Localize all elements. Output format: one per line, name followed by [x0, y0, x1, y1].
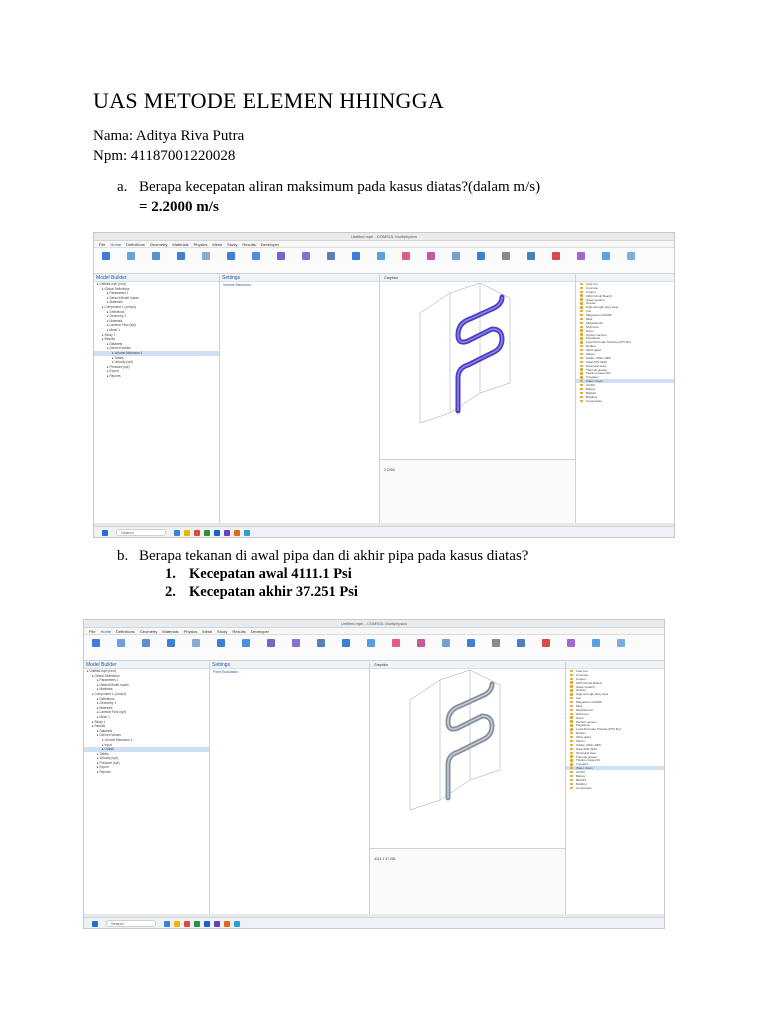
menu-item[interactable]: Materials [172, 242, 189, 247]
answer-b-2-num: 2. [165, 584, 176, 600]
tree-node[interactable]: ▸ Derived Values [107, 346, 131, 351]
tree-node[interactable]: ▸ Reports [97, 770, 111, 775]
add-material-header [566, 662, 665, 669]
material-list [566, 669, 665, 790]
add-material-pane [576, 275, 675, 523]
windows-start-icon[interactable] [102, 530, 108, 536]
graphics-tab[interactable]: Graphics [384, 276, 399, 280]
material-item[interactable]: AC/DC [576, 383, 675, 387]
ribbon-tool-icon[interactable] [127, 252, 135, 260]
taskbar-app-icon[interactable] [184, 530, 190, 536]
menu-item[interactable]: Developer [250, 629, 269, 634]
tree-node[interactable]: ▸ Velocity (spf) [112, 360, 133, 365]
taskbar-app-icon[interactable] [234, 921, 240, 927]
material-item[interactable]: Composites [576, 399, 675, 403]
material-item[interactable]: Mica [576, 317, 675, 321]
menu-item[interactable]: File [99, 242, 106, 247]
tree-node[interactable]: ▸ Export [107, 369, 119, 374]
tree-node[interactable]: ▸ Output [84, 747, 209, 752]
taskbar-app-icon[interactable] [194, 921, 200, 927]
model-tree [84, 669, 209, 775]
answer-b-2 [165, 584, 358, 601]
window-title: Untitled.mph - COMSOL Multiphysics [340, 621, 408, 626]
tree-node[interactable]: ▸ Volume Maximum 1 [94, 351, 219, 356]
taskbar-app-icon[interactable] [204, 530, 210, 536]
material-item[interactable]: Magnesium AZ31B [576, 313, 675, 317]
material-item[interactable]: Magnesium AZ31B [566, 700, 665, 704]
ribbon-tool-icon[interactable] [627, 252, 635, 260]
material-item[interactable]: Biofluid [566, 778, 665, 782]
material-item[interactable]: Water, liquid [566, 766, 665, 770]
tree-node[interactable]: ▸ Laminar Flow (spf) [97, 710, 126, 715]
material-item[interactable]: Granite [576, 301, 675, 305]
ribbon-tool-icon[interactable] [152, 252, 160, 260]
pipe-geometry-graphic[interactable] [370, 670, 566, 820]
material-item[interactable]: Granite [566, 688, 665, 692]
material-item[interactable]: Solder, 60Sn-40Pb [566, 743, 665, 747]
ribbon-tool-icon[interactable] [367, 639, 375, 647]
answer-b-1-text: Kecepatan awal 4111.1 Psi [189, 566, 352, 582]
result-value: 4111.1 37.251 [374, 857, 396, 862]
menu-item[interactable]: Developer [260, 242, 279, 247]
menu-item[interactable]: Study [227, 242, 238, 247]
taskbar-app-icon[interactable] [194, 530, 200, 536]
tree-node[interactable]: ▸ Mesh 1 [107, 327, 120, 332]
comsol-screenshot-velocity [93, 232, 675, 538]
menu-item[interactable]: Study [217, 629, 228, 634]
material-item[interactable]: FR4 (Circuit Board) [566, 681, 665, 685]
taskbar-app-icon[interactable] [164, 921, 170, 927]
ribbon-tool-icon[interactable] [452, 252, 460, 260]
material-item[interactable]: Building [566, 782, 665, 786]
tree-node[interactable]: ▸ Study 1 [92, 719, 106, 724]
material-item[interactable]: Nichrome [566, 712, 665, 716]
answer-b-1-num: 1. [165, 566, 176, 582]
taskbar-app-icon[interactable] [214, 921, 220, 927]
messages-panel [380, 459, 575, 523]
ribbon-tool-icon[interactable] [617, 639, 625, 647]
material-item[interactable]: Concrete [566, 673, 665, 677]
menu-bar [94, 241, 674, 248]
menu-item[interactable]: Results [242, 242, 256, 247]
tree-node[interactable]: ▸ Velocity (spf) [97, 756, 118, 761]
material-item[interactable]: Molybdenum [566, 708, 665, 712]
windows-start-icon[interactable] [92, 921, 98, 927]
ribbon-tool-icon[interactable] [192, 639, 200, 647]
settings-pane [210, 662, 370, 914]
material-item[interactable]: Steel AISI 4340 [576, 360, 675, 364]
document-title: UAS METODE ELEMEN HHINGGA [93, 88, 445, 113]
menu-item[interactable]: Home [100, 629, 112, 634]
menu-item[interactable]: Geometry [139, 629, 158, 634]
material-item[interactable]: Silicon [566, 739, 665, 743]
taskbar [94, 526, 674, 537]
taskbar-app-icon[interactable] [234, 530, 240, 536]
question-a-text: Berapa kecepatan aliran maksimum pada kasus diatas?(dalam m/s) [139, 179, 541, 195]
taskbar-app-icon[interactable] [224, 921, 230, 927]
material-item[interactable]: Structural steel [566, 751, 665, 755]
tree-node[interactable]: ▸ Input [102, 742, 112, 747]
ribbon-tool-icon[interactable] [392, 639, 400, 647]
answer-a: = 2.2000 m/s [139, 199, 219, 215]
material-item[interactable]: Structural steel [576, 364, 675, 368]
taskbar-search[interactable]: Search [106, 920, 156, 927]
question-b [117, 548, 528, 565]
material-item[interactable]: Battery [576, 387, 675, 391]
ribbon-tool-icon[interactable] [242, 639, 250, 647]
tree-node[interactable]: ▸ Pressure (spf) [97, 760, 120, 765]
ribbon-tool-icon[interactable] [527, 252, 535, 260]
pipe-geometry-graphic[interactable] [380, 283, 576, 433]
menu-item[interactable]: File [89, 629, 96, 634]
ribbon-tool-icon[interactable] [552, 252, 560, 260]
material-item[interactable]: Nichrome [576, 325, 675, 329]
tree-node[interactable]: ▸ Untitled.mph (root) [87, 669, 116, 673]
settings-header: Settings [220, 275, 379, 282]
taskbar-app-icon[interactable] [224, 530, 230, 536]
material-item[interactable]: AC/DC [566, 770, 665, 774]
tree-node[interactable]: ▸ Materials [97, 705, 113, 710]
ribbon-tool-icon[interactable] [352, 252, 360, 260]
question-a [117, 179, 540, 196]
ribbon-tool-icon[interactable] [317, 639, 325, 647]
question-a-label: a. [117, 179, 128, 195]
ribbon-tool-icon[interactable] [517, 639, 525, 647]
student-npm: Npm: 41187001220028 [93, 148, 236, 164]
ribbon-tool-icon[interactable] [342, 639, 350, 647]
tree-node[interactable]: ▸ Component 1 (comp1) [92, 691, 127, 696]
taskbar-app-icon[interactable] [204, 921, 210, 927]
material-item[interactable]: Solder, 60Sn-40Pb [576, 356, 675, 360]
material-item[interactable]: Nylon [566, 716, 665, 720]
ribbon-tool-icon[interactable] [202, 252, 210, 260]
material-item[interactable]: Cast iron [576, 282, 675, 286]
ribbon-tool-icon[interactable] [467, 639, 475, 647]
material-item[interactable]: Titanium beta-21S [566, 758, 665, 762]
material-item[interactable]: High-strength alloy steel [576, 305, 675, 309]
result-value: 2.2000 [384, 467, 395, 472]
material-item[interactable]: Cast iron [566, 669, 665, 673]
model-builder-header: Model Builder [94, 275, 219, 282]
tree-node[interactable]: ▸ Laminar Flow (spf) [107, 323, 136, 328]
material-item[interactable]: Perfect vacuum [576, 333, 675, 337]
ribbon-tool-icon[interactable] [142, 639, 150, 647]
ribbon-tool-icon[interactable] [102, 252, 110, 260]
menu-item[interactable]: Definitions [116, 629, 135, 634]
tree-node[interactable]: ▸ Parameters 1 [107, 291, 129, 296]
ribbon-tool-icon[interactable] [492, 639, 500, 647]
tree-node[interactable]: ▸ Default Model Inputs [107, 295, 139, 300]
ribbon-tool-icon[interactable] [602, 252, 610, 260]
menu-item[interactable]: Physics [193, 242, 208, 247]
ribbon-tool-icon[interactable] [302, 252, 310, 260]
taskbar-search[interactable]: Search [116, 529, 166, 536]
tree-node[interactable]: ▸ Pressure (spf) [107, 364, 130, 369]
tree-node[interactable]: ▸ Reports [107, 373, 121, 378]
material-item[interactable]: FR4 (Circuit Board) [576, 294, 675, 298]
window-title: Untitled.mph - COMSOL Multiphysics [350, 234, 418, 239]
ribbon-tool-icon[interactable] [567, 639, 575, 647]
model-builder-header: Model Builder [84, 662, 209, 669]
tree-node[interactable]: ▸ Geometry 1 [107, 314, 127, 319]
material-item[interactable]: Tungsten [576, 375, 675, 379]
tree-node[interactable]: ▸ Parameters 1 [97, 678, 119, 683]
ribbon-tool-icon[interactable] [227, 252, 235, 260]
tree-node[interactable]: ▸ Study 1 [102, 332, 116, 337]
comsol-screenshot-pressure [83, 619, 665, 929]
material-item[interactable]: High-strength alloy steel [566, 692, 665, 696]
graphics-tab[interactable]: Graphics [374, 663, 389, 667]
model-builder-pane [84, 662, 210, 914]
tree-node[interactable]: ▸ Component 1 (comp1) [102, 304, 137, 309]
material-item[interactable]: Battery [566, 774, 665, 778]
tree-node[interactable]: ▸ Default Model Inputs [97, 682, 129, 687]
ribbon-tool-icon[interactable] [377, 252, 385, 260]
menu-item[interactable]: Results [232, 629, 246, 634]
graphics-window [370, 662, 566, 914]
ribbon-tool-icon[interactable] [117, 639, 125, 647]
taskbar-app-icon[interactable] [244, 530, 250, 536]
ribbon-tool-icon[interactable] [577, 252, 585, 260]
answer-b-1 [165, 566, 352, 583]
ribbon-tool-icon[interactable] [167, 639, 175, 647]
window-titlebar [84, 620, 664, 628]
tree-node[interactable]: ▸ Geometry 1 [97, 701, 117, 706]
material-item[interactable]: Building [576, 395, 675, 399]
material-item[interactable]: Nylon [576, 329, 675, 333]
material-item[interactable]: Concrete [576, 286, 675, 290]
menu-item[interactable]: Mesh [212, 242, 223, 247]
ribbon-tool-icon[interactable] [92, 639, 100, 647]
tree-node[interactable]: ▸ Tables [112, 355, 124, 360]
material-item[interactable]: Glass (quartz) [566, 685, 665, 689]
settings-subtitle: Volume Maximum [223, 283, 251, 287]
material-list [576, 282, 675, 403]
ribbon-tool-icon[interactable] [327, 252, 335, 260]
tree-node[interactable]: ▸ Volume Maximum 1 [102, 737, 133, 742]
material-item[interactable]: Titanium beta-21S [576, 371, 675, 375]
settings-subtitle: Point Evaluation [213, 670, 239, 674]
ribbon-tool-icon[interactable] [217, 639, 225, 647]
menu-bar [84, 628, 664, 635]
material-item[interactable]: Biofluid [576, 391, 675, 395]
ribbon-toolbar [94, 248, 674, 274]
material-item[interactable]: Thermal grease [566, 755, 665, 759]
material-item[interactable]: Iron [576, 309, 675, 313]
model-tree [94, 282, 219, 378]
material-item[interactable]: Tungsten [566, 762, 665, 766]
material-item[interactable]: Lead Zirconate Titanate (PZT-5H) [566, 727, 665, 731]
tree-node[interactable]: ▸ Definitions [97, 696, 115, 701]
ribbon-tool-icon[interactable] [477, 252, 485, 260]
tree-node[interactable]: ▸ Tables [97, 751, 109, 756]
material-item[interactable]: Iron [566, 696, 665, 700]
messages-panel [370, 848, 565, 914]
ribbon-tool-icon[interactable] [402, 252, 410, 260]
question-b-text: Berapa tekanan di awal pipa dan di akhir pipa pada kasus diatas? [139, 548, 529, 564]
taskbar-app-icon[interactable] [184, 921, 190, 927]
question-b-label: b. [117, 548, 129, 564]
material-item[interactable]: Rubber [566, 731, 665, 735]
material-item[interactable]: Silica glass [576, 348, 675, 352]
taskbar-app-icon[interactable] [174, 530, 180, 536]
ribbon-tool-icon[interactable] [417, 639, 425, 647]
add-material-pane [566, 662, 665, 914]
tree-node[interactable]: ▸ Global Definitions [92, 673, 120, 678]
ribbon-tool-icon[interactable] [592, 639, 600, 647]
graphics-window [380, 275, 576, 523]
material-item[interactable]: Lead Zirconate Titanate (PZT-5H) [576, 340, 675, 344]
settings-header: Settings [210, 662, 369, 669]
material-item[interactable]: Molybdenum [576, 321, 675, 325]
taskbar [84, 917, 664, 928]
tree-node[interactable]: ▸ Materials [97, 687, 113, 692]
material-item[interactable]: Silica glass [566, 735, 665, 739]
menu-item[interactable]: Geometry [149, 242, 168, 247]
material-item[interactable]: Polysilicon [566, 723, 665, 727]
tree-node[interactable]: ▸ Results [92, 724, 106, 729]
tree-node[interactable]: ▸ Export [97, 765, 109, 770]
material-item[interactable]: Copper [566, 677, 665, 681]
material-item[interactable]: Copper [576, 290, 675, 294]
ribbon-tool-icon[interactable] [542, 639, 550, 647]
tree-node[interactable]: ▸ Datasets [107, 341, 123, 346]
tree-node[interactable]: ▸ Derived Values [97, 733, 121, 738]
menu-item[interactable]: Definitions [126, 242, 145, 247]
material-item[interactable]: Mica [566, 704, 665, 708]
tree-node[interactable]: ▸ Mesh 1 [97, 714, 110, 719]
material-item[interactable]: Polysilicon [576, 336, 675, 340]
menu-item[interactable]: Mesh [202, 629, 213, 634]
taskbar-app-icon[interactable] [174, 921, 180, 927]
menu-item[interactable]: Physics [183, 629, 198, 634]
material-item[interactable]: Thermal grease [576, 368, 675, 372]
ribbon-tool-icon[interactable] [177, 252, 185, 260]
answer-b-2-text: Kecepatan akhir 37.251 Psi [189, 584, 358, 600]
ribbon-toolbar [84, 635, 664, 661]
tree-node[interactable]: ▸ Materials [107, 300, 123, 305]
ribbon-tool-icon[interactable] [292, 639, 300, 647]
menu-item[interactable]: Home [110, 242, 122, 247]
ribbon-tool-icon[interactable] [277, 252, 285, 260]
ribbon-tool-icon[interactable] [442, 639, 450, 647]
student-name: Nama: Aditya Riva Putra [93, 128, 245, 144]
tree-node[interactable]: ▸ Untitled.mph (root) [97, 282, 126, 286]
tree-node[interactable]: ▸ Datasets [97, 728, 113, 733]
material-item[interactable]: Rubber [576, 344, 675, 348]
tree-node[interactable]: ▸ Results [102, 337, 116, 342]
taskbar-app-icon[interactable] [214, 530, 220, 536]
add-material-header [576, 275, 675, 282]
ribbon-tool-icon[interactable] [252, 252, 260, 260]
material-item[interactable]: Water, liquid [576, 379, 675, 383]
ribbon-tool-icon[interactable] [427, 252, 435, 260]
tree-node[interactable]: ▸ Materials [107, 318, 123, 323]
material-item[interactable]: Composites [566, 786, 665, 790]
model-builder-pane [94, 275, 220, 523]
menu-item[interactable]: Materials [162, 629, 179, 634]
material-item[interactable]: Glass (quartz) [576, 298, 675, 302]
tree-node[interactable]: ▸ Global Definitions [102, 286, 130, 291]
tree-node[interactable]: ▸ Definitions [107, 309, 125, 314]
material-item[interactable]: Perfect vacuum [566, 720, 665, 724]
material-item[interactable]: Steel AISI 4340 [566, 747, 665, 751]
material-item[interactable]: Silicon [576, 352, 675, 356]
ribbon-tool-icon[interactable] [267, 639, 275, 647]
settings-pane [220, 275, 380, 523]
ribbon-tool-icon[interactable] [502, 252, 510, 260]
window-titlebar [94, 233, 674, 241]
